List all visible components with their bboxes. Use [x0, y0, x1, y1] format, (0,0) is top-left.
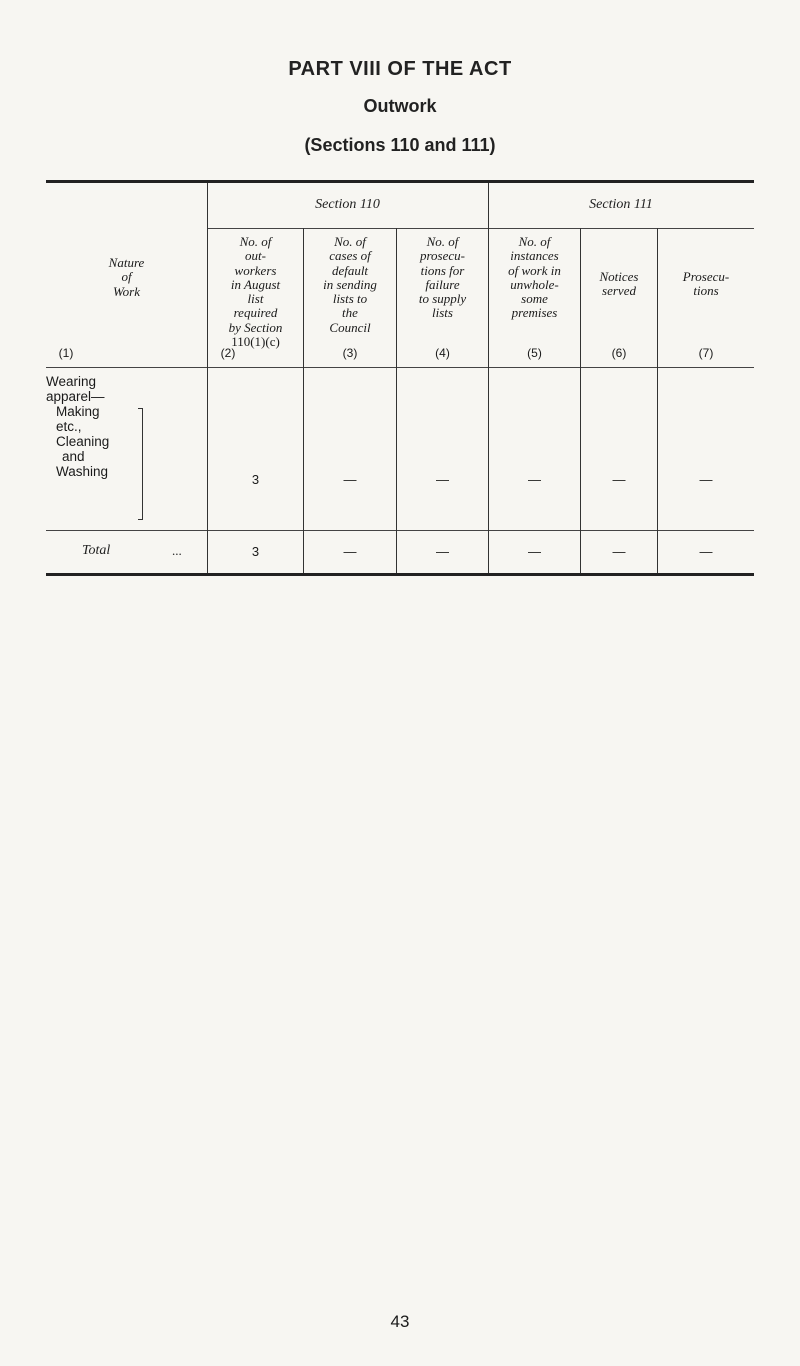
- section-110-label: Section 110: [315, 197, 380, 212]
- sections-reference: (Sections 110 and 111): [304, 135, 496, 155]
- table-top-rule: [46, 180, 754, 183]
- page-subtitle: Outwork: [363, 96, 437, 116]
- row-1-col-3: —: [343, 472, 357, 487]
- col-3-number: (3): [342, 346, 358, 360]
- col-4-number: (4): [435, 346, 450, 360]
- total-col-6: —: [612, 544, 626, 559]
- total-col-3: —: [343, 544, 357, 559]
- total-dots: ...: [172, 543, 182, 558]
- col-2-number: (2): [220, 346, 236, 360]
- col-7-heading: Prosecu- tions: [682, 269, 730, 299]
- col-7-number: (7): [698, 346, 714, 360]
- col-5-heading: No. of instances of work in unwhole- some premises: [508, 234, 561, 321]
- col-2-heading: No. of out- workers in August list required by Section 110(1)(c): [228, 234, 283, 350]
- row-1-col-2: 3: [251, 472, 260, 487]
- total-label: Total: [82, 543, 111, 558]
- table-bottom-rule: [46, 573, 754, 576]
- page-title: PART VIII OF THE ACT: [288, 58, 512, 80]
- header-bottom-line: [46, 367, 754, 368]
- col-3-heading: No. of cases of default in sending lists to the Council: [323, 234, 377, 335]
- brace-mark: [138, 408, 143, 520]
- total-col-4: —: [436, 544, 449, 559]
- total-col-2: 3: [251, 544, 260, 559]
- row-1-col-4: —: [436, 472, 449, 487]
- col-6-heading: Notices served: [599, 269, 639, 299]
- col-1-heading: Nature of Work: [108, 255, 145, 299]
- total-col-7: —: [699, 544, 713, 559]
- row-1-col-7: —: [699, 472, 713, 487]
- col-1-number: (1): [58, 346, 74, 360]
- page-number: 43: [390, 1312, 410, 1331]
- total-top-line: [46, 530, 754, 531]
- col-5-number: (5): [527, 346, 542, 360]
- col-4-heading: No. of prosecu- tions for failure to supply lists: [418, 234, 467, 321]
- nature-of-work-cell: Wearing apparel— Making etc., Cleaning and Washing: [46, 374, 110, 479]
- section-111-label: Section 111: [589, 197, 653, 212]
- row-1-col-5: —: [528, 472, 541, 487]
- row-1-col-6: —: [612, 472, 626, 487]
- section-divider-line: [207, 228, 754, 229]
- total-col-5: —: [528, 544, 541, 559]
- col-6-number: (6): [611, 346, 627, 360]
